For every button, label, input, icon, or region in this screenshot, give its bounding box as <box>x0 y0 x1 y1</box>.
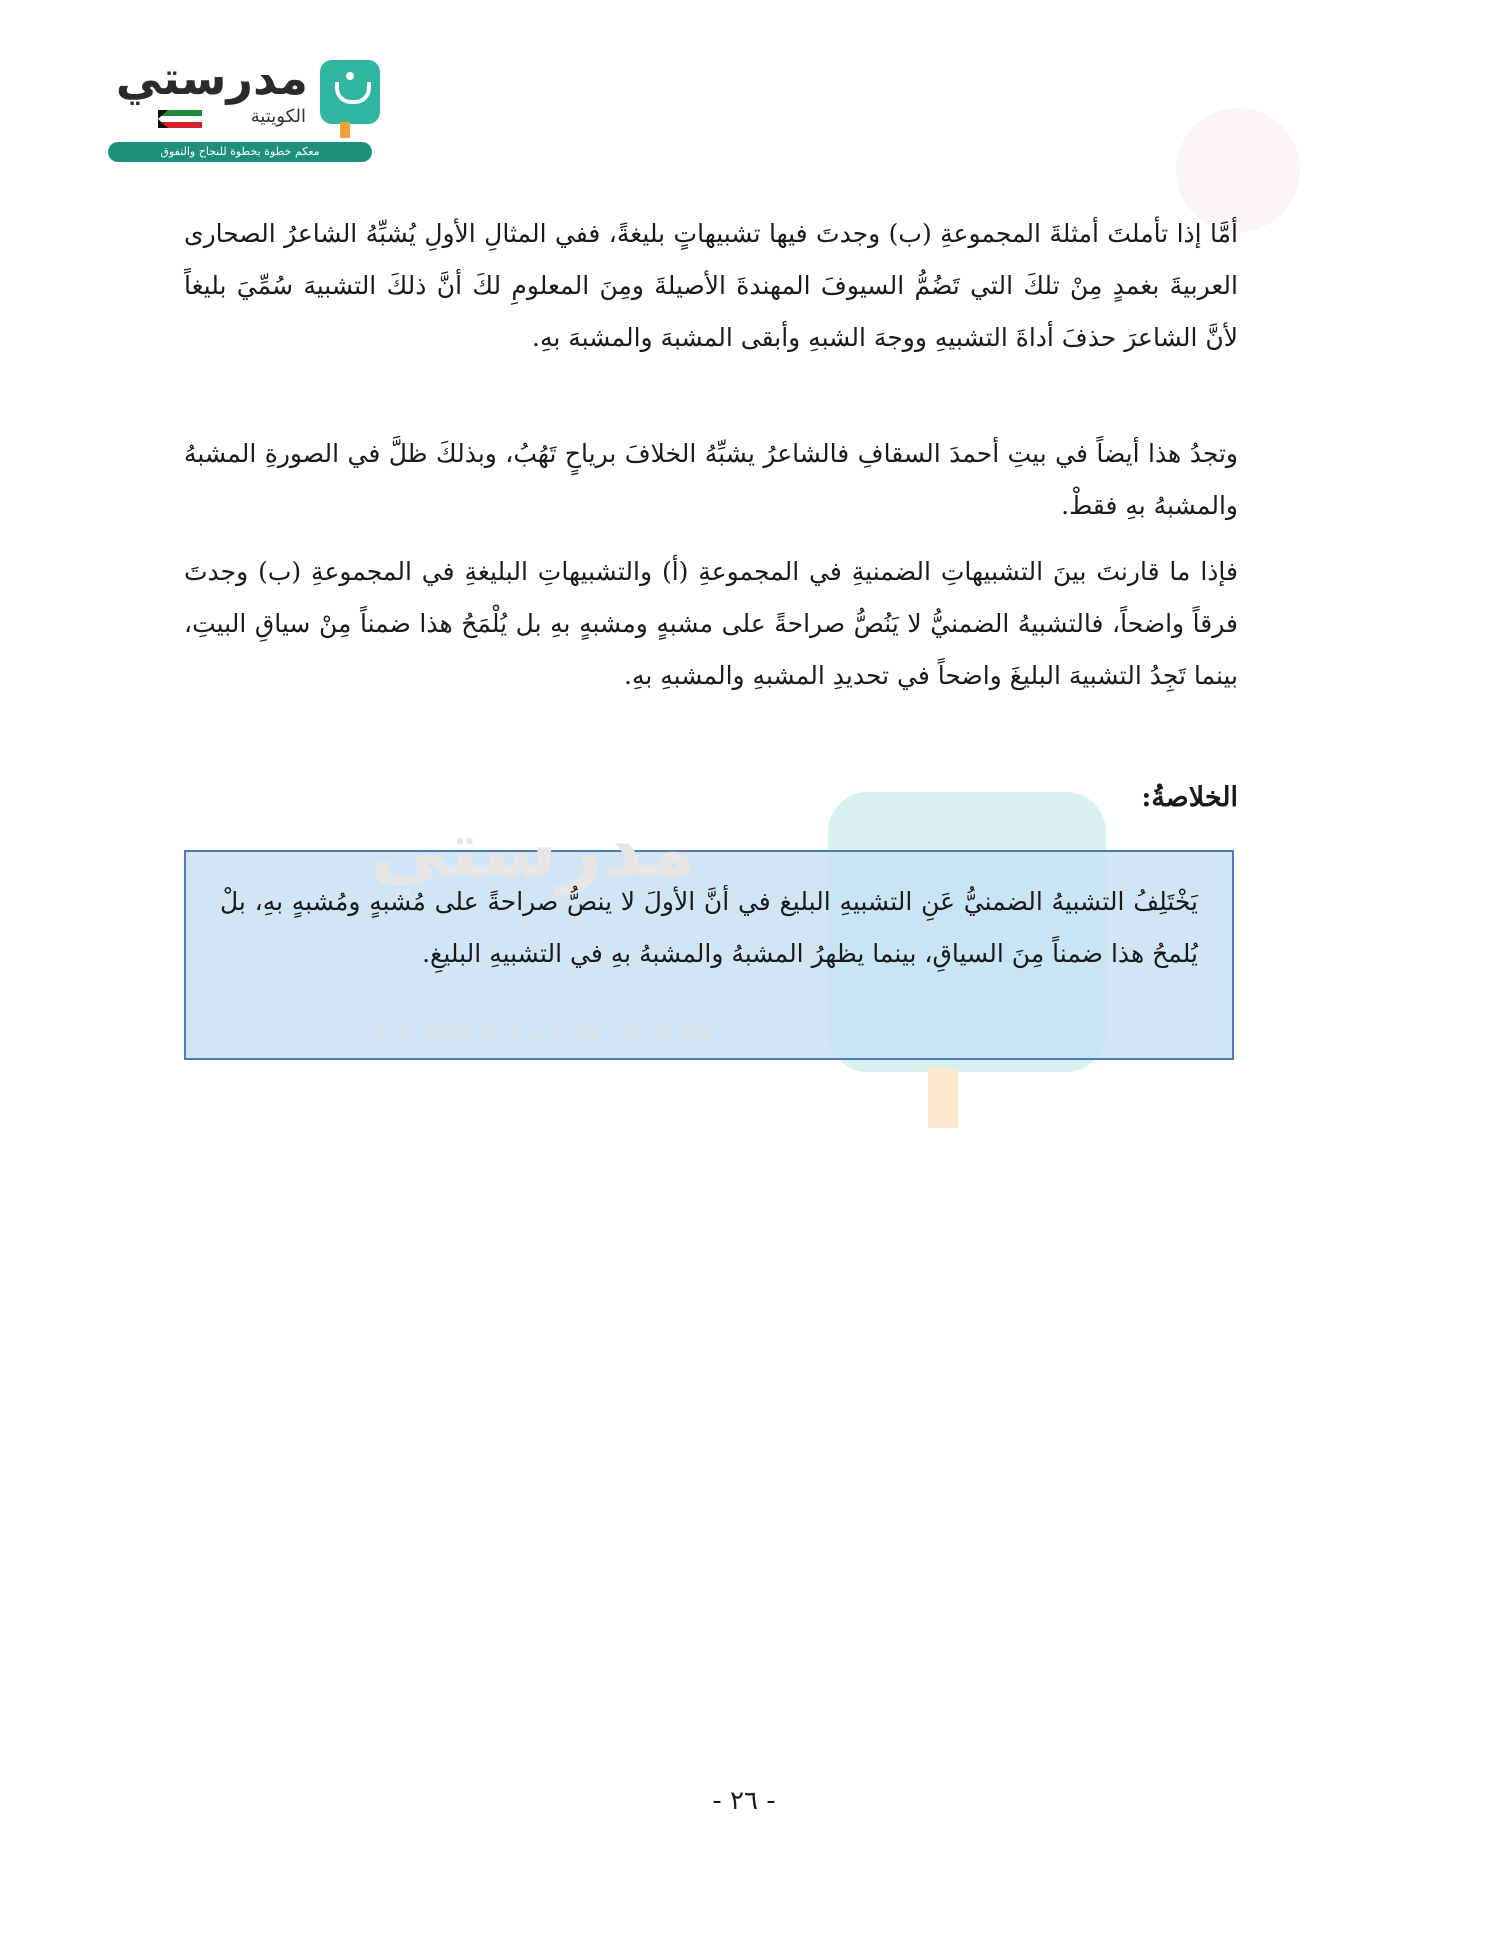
summary-text: يَخْتَلِفُ التشبيهُ الضمنيُّ عَنِ التشبيهِ البليغ في أنَّ الأولَ لا ينصُّ صراحةً على مُشبهٍ ومُشبهٍ بهِ، بلْ يُلمحُ هذا ضمناً مِنَ السياقِ، بينما يظهرُ المشبهُ والمشبهُ بهِ في التشبيهِ البليغِ. <box>220 887 1198 968</box>
logo-title: مدرستي <box>115 51 308 105</box>
paragraph-3: فإذا ما قارنتَ بينَ التشبيهاتِ الضمنيةِ في المجموعةِ (أ) والتشبيهاتِ البليغةِ في المجموعةِ (ب) وجدتَ فرقاً واضحاً، فالتشبيهُ الضمنيُّ لا يَنُصُّ صراحةً على مشبهٍ ومشبهٍ بهِ بل يُلْمَحُ هذا ضمناً مِنْ سياقِ البيتِ، بينما تَجِدُ التشبيهَ البليغَ واضحاً في تحديدِ المشبهِ والمشبهِ بهِ. <box>184 557 1238 690</box>
logo-tagline: معكم خطوة بخطوة للنجاح والتفوق <box>108 142 372 162</box>
logo-smile-icon <box>320 60 380 124</box>
site-logo[interactable] <box>108 50 380 166</box>
paragraph-2: وتجدُ هذا أيضاً في بيتِ أحمدَ السقافِ فالشاعرُ يشبِّهُ الخلافَ برياحٍ تَهُبُ، وبذلكَ ظلَّ في الصورةِ المشبهُ والمشبهُ بهِ فقطْ. <box>184 439 1238 520</box>
summary-heading: الخلاصةُ: <box>1141 782 1238 813</box>
paragraph-1: أمَّا إذا تأملتَ أمثلةَ المجموعةِ (ب) وجدتَ فيها تشبيهاتٍ بليغةً، ففي المثالِ الأولِ يُشبِّهُ الشاعرُ الصحارى العربيةَ بغمدٍ مِنْ تلكَ التي تَضُمُّ السيوفَ المهندةَ الأصيلةَ ومِنَ المعلومِ لكَ أنَّ ذلكَ التشبيهَ سُمِّيَ بليغاً لأنَّ الشاعرَ حذفَ أداةَ التشبيهِ ووجهَ الشبهِ وأبقى المشبهَ والمشبهَ بهِ. <box>184 219 1238 352</box>
logo-subtitle: الكويتية <box>250 106 306 127</box>
kuwait-flag-icon <box>158 110 202 128</box>
watermark-url: school-kw.com <box>374 1018 721 1048</box>
page-number: - ٢٦ - <box>712 1786 776 1816</box>
watermark-text: مدرستي <box>370 805 696 895</box>
